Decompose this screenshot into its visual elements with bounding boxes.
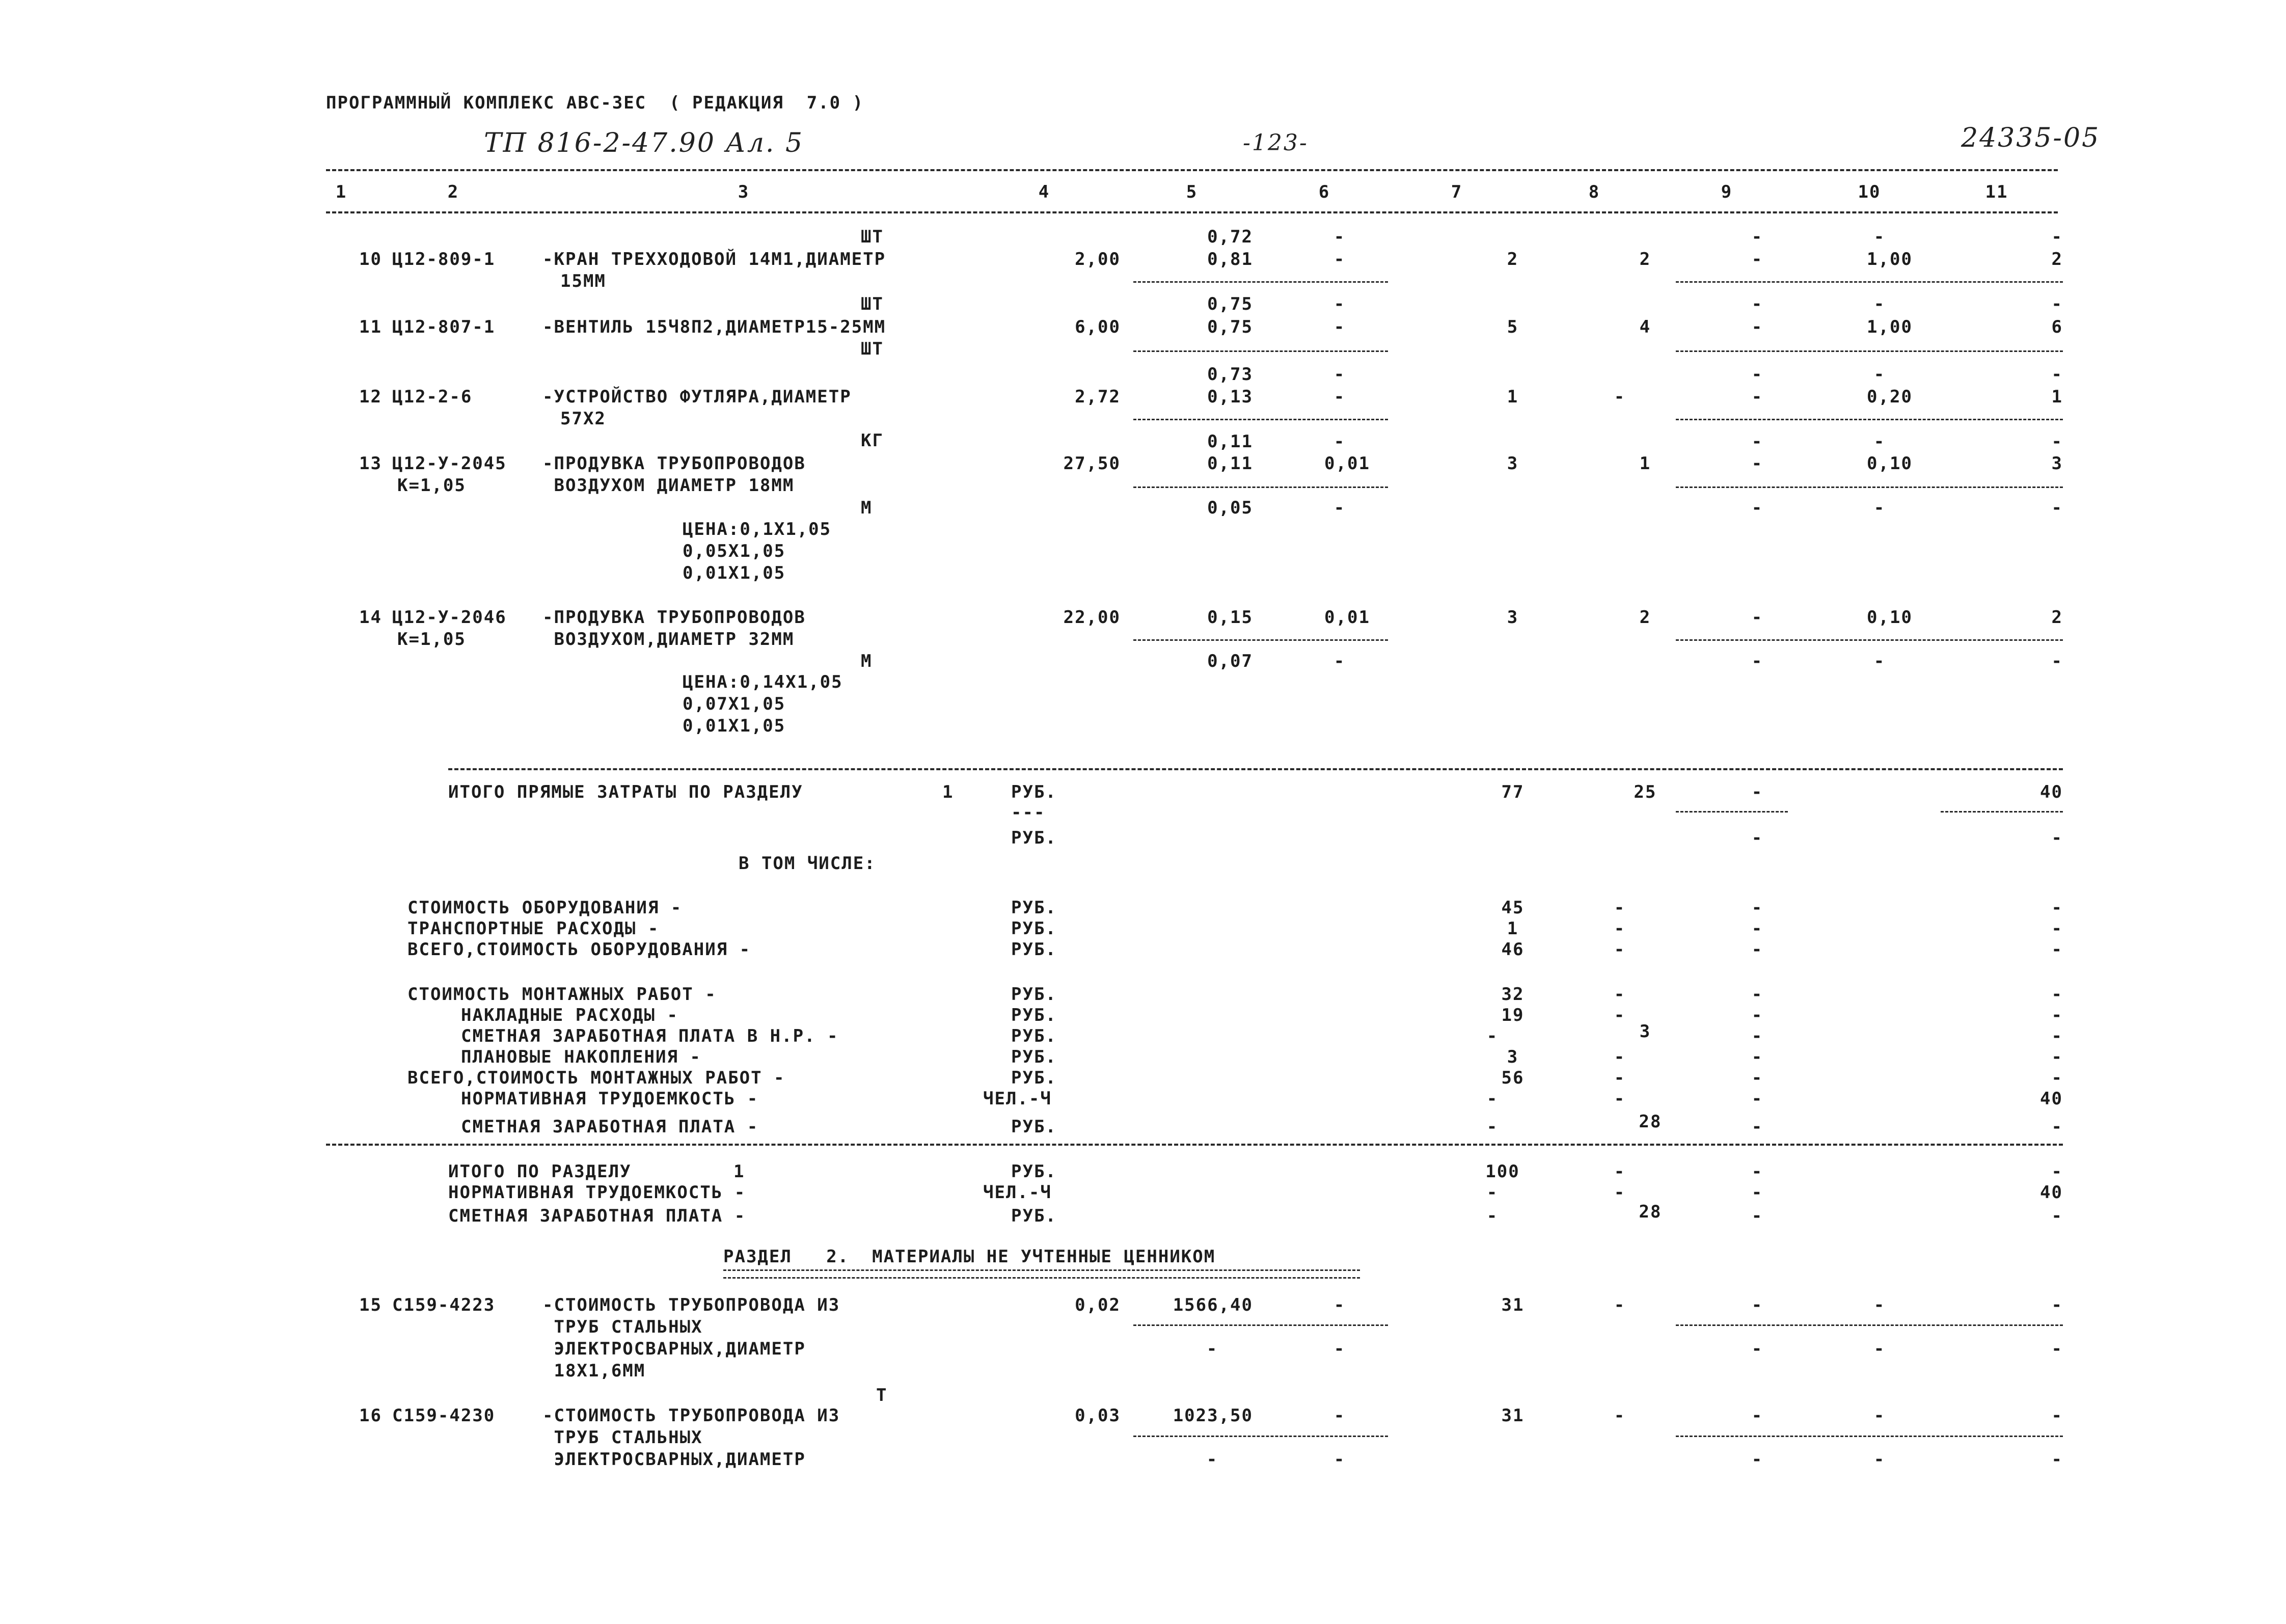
material-15-number: 15 [359, 1295, 382, 1315]
row-14-c11: 2 [2051, 607, 2063, 628]
section-total-c8: - [1614, 1182, 1626, 1203]
material-16-c9-bottom: - [1751, 1449, 1763, 1470]
breakdown-c9: - [1751, 1089, 1763, 1109]
breakdown-unit: РУБ. [1011, 1068, 1057, 1088]
row-11-c5: 0,75 [1207, 317, 1253, 337]
breakdown-c7: - [1486, 1117, 1499, 1137]
row-10-c6-top: - [1334, 227, 1346, 247]
row-11-c10-top: - [1873, 294, 1886, 314]
breakdown-label: СМЕТНАЯ ЗАРАБОТНАЯ ПЛАТА В Н.Р. - [461, 1026, 839, 1046]
row-13-desc-1: -ПРОДУВКА ТРУБОПРОВОДОВ [542, 453, 806, 474]
row-13-c5: 0,11 [1207, 453, 1253, 474]
breakdown-c8: - [1614, 918, 1626, 939]
row-12-sub-rule-b [1676, 419, 2063, 420]
breakdown-c11: - [2051, 984, 2063, 1005]
breakdown-label: ВСЕГО,СТОИМОСТЬ ОБОРУДОВАНИЯ - [407, 939, 751, 960]
breakdown-unit: РУБ. [1011, 1117, 1057, 1137]
row-10-qty: 2,00 [1075, 249, 1121, 269]
breakdown-unit: РУБ. [1011, 898, 1057, 918]
row-11-number: 11 [359, 317, 382, 337]
material-16-c10-bottom: - [1873, 1449, 1886, 1470]
column-number-1: 1 [335, 182, 347, 202]
row-12-c7: 1 [1507, 387, 1519, 407]
row-10-desc-1: -КРАН ТРЕХХОДОВОЙ 14М1,ДИАМЕТР [542, 249, 886, 269]
row-11-c11: 6 [2051, 317, 2063, 337]
breakdown-c8: - [1614, 984, 1626, 1005]
breakdown-c7: 1 [1507, 918, 1519, 939]
breakdown-c11: - [2051, 1117, 2063, 1137]
material-16-c9: - [1751, 1405, 1763, 1426]
material-15-c10: - [1873, 1295, 1886, 1315]
section-2-heading-underline [723, 1269, 1360, 1279]
material-15-c10-bottom: - [1873, 1339, 1886, 1359]
row-12-c9-top: - [1751, 364, 1763, 385]
row-10-c10: 1,00 [1867, 249, 1913, 269]
row-12-c11: 1 [2051, 387, 2063, 407]
row-13-c11: 3 [2051, 453, 2063, 474]
material-15-c5-bottom: - [1206, 1339, 1218, 1359]
program-header: ПРОГРАММНЫЙ КОМПЛЕКС АВС-ЗЕС ( РЕДАКЦИЯ 7.0 ) [326, 93, 864, 113]
section-total-unit: РУБ. [1011, 1206, 1057, 1226]
breakdown-c11: - [2051, 918, 2063, 939]
material-15-code: С159-4223 [392, 1295, 496, 1315]
breakdown-c9: - [1751, 1005, 1763, 1025]
row-13-number: 13 [359, 453, 382, 474]
row-14-c10-bottom: - [1873, 651, 1886, 671]
section-total-c9: - [1751, 1206, 1763, 1226]
material-15-sub-rule-a [1133, 1324, 1388, 1326]
totals-c11-2: - [2051, 828, 2063, 848]
row-12-c10: 0,20 [1867, 387, 1913, 407]
breakdown-c7: - [1486, 1089, 1499, 1109]
material-15-c6-bottom: - [1334, 1339, 1346, 1359]
breakdown-c7: 56 [1501, 1068, 1525, 1088]
row-11-c8: 4 [1639, 317, 1651, 337]
breakdown-c11: - [2051, 1068, 2063, 1088]
row-10-c6: - [1334, 249, 1346, 269]
row-12-c6-top: - [1334, 364, 1346, 385]
material-15-sub-rule-b [1676, 1324, 2063, 1326]
document-code: 24335-05 [1961, 123, 2101, 153]
totals-c11: 40 [2040, 782, 2063, 802]
row-12-sub-rule-a [1133, 419, 1388, 420]
material-16-c5-bottom: - [1206, 1449, 1218, 1470]
row-10-desc-2: 15ММ [560, 271, 606, 291]
row-11-sub-rule-a [1133, 350, 1388, 352]
material-16-desc-3: ЭЛЕКТРОСВАРНЫХ,ДИАМЕТР [542, 1449, 806, 1470]
row-10-code: Ц12-809-1 [392, 249, 496, 269]
row-12-desc-1: -УСТРОЙСТВО ФУТЛЯРА,ДИАМЕТР [542, 387, 852, 407]
breakdown-unit: РУБ. [1011, 1026, 1057, 1046]
section-total-unit: РУБ. [1011, 1161, 1057, 1182]
row-12-c9: - [1751, 387, 1763, 407]
row-14-code-coef: К=1,05 [397, 629, 466, 649]
header-rule-bottom [326, 211, 2058, 213]
row-14-desc-2: ВОЗДУХОМ,ДИАМЕТР 32ММ [542, 629, 795, 649]
totals-c9: - [1751, 782, 1763, 802]
row-12-desc-2: 57Х2 [560, 409, 606, 429]
row-11-desc-1: -ВЕНТИЛЬ 15Ч8П2,ДИАМЕТР15-25ММ [542, 317, 886, 337]
breakdown-unit: РУБ. [1011, 918, 1057, 939]
row-14-c8: 2 [1639, 607, 1651, 628]
totals-c7: 77 [1501, 782, 1525, 802]
section-total-c11: 40 [2040, 1182, 2063, 1203]
breakdown-c8: - [1614, 1005, 1626, 1025]
row-10-c5: 0,81 [1207, 249, 1253, 269]
breakdown-label: СТОИМОСТЬ ОБОРУДОВАНИЯ - [407, 898, 683, 918]
material-15-c7: 31 [1501, 1295, 1525, 1315]
row-13-qty: 27,50 [1063, 453, 1121, 474]
totals-title: ИТОГО ПРЯМЫЕ ЗАТРАТЫ ПО РАЗДЕЛУ [448, 782, 803, 802]
row-10-number: 10 [359, 249, 382, 269]
breakdown-c7: - [1486, 1026, 1499, 1046]
row-13-c8: 1 [1639, 453, 1651, 474]
row-14-price-note-3: 0,01Х1,05 [683, 716, 786, 736]
row-11-code: Ц12-807-1 [392, 317, 496, 337]
breakdown-c9: - [1751, 898, 1763, 918]
row-14-price-note-1: ЦЕНА:0,14Х1,05 [683, 672, 843, 692]
row-13-c10: 0,10 [1867, 453, 1913, 474]
material-16-c5: 1023,50 [1173, 1405, 1253, 1426]
row-14-number: 14 [359, 607, 382, 628]
row-10-unit: ШТ [861, 227, 884, 247]
breakdown-c11: 40 [2040, 1089, 2063, 1109]
row-11-unit-above: ШТ [861, 294, 884, 314]
column-number-9: 9 [1721, 182, 1733, 202]
row-12-number: 12 [359, 387, 382, 407]
column-number-2: 2 [447, 182, 459, 202]
row-13-price-note-3: 0,01Х1,05 [683, 563, 786, 583]
breakdown-c7: 45 [1501, 898, 1525, 918]
breakdown-label: СМЕТНАЯ ЗАРАБОТНАЯ ПЛАТА - [461, 1117, 759, 1137]
row-12-c5-top: 0,73 [1207, 364, 1253, 385]
row-14-sub-rule-b [1676, 639, 2063, 641]
section-total-c7: 100 [1485, 1161, 1520, 1182]
totals-unit-sub: --- [1011, 802, 1046, 823]
material-15-c11: - [2051, 1295, 2063, 1315]
column-number-10: 10 [1858, 182, 1881, 202]
section-total-c7: - [1486, 1182, 1499, 1203]
breakdown-c7: 46 [1501, 939, 1525, 960]
breakdown-c8: - [1614, 1089, 1626, 1109]
breakdown-label: НАКЛАДНЫЕ РАСХОДЫ - [461, 1005, 678, 1025]
breakdown-unit: РУБ. [1011, 984, 1057, 1005]
breakdown-c8: - [1614, 1068, 1626, 1088]
breakdown-unit: ЧЕЛ.-Ч [983, 1089, 1052, 1109]
row-10-c7: 2 [1507, 249, 1519, 269]
column-number-4: 4 [1038, 182, 1050, 202]
breakdown-label: СТОИМОСТЬ МОНТАЖНЫХ РАБОТ - [407, 984, 717, 1005]
material-15-c9-bottom: - [1751, 1339, 1763, 1359]
material-16-desc-2: ТРУБ СТАЛЬНЫХ [542, 1427, 703, 1448]
section-total-label: ИТОГО ПО РАЗДЕЛУ [448, 1161, 632, 1182]
totals-rule-top [448, 768, 2063, 770]
breakdown-unit: РУБ. [1011, 939, 1057, 960]
row-14-c9-bottom: - [1751, 651, 1763, 671]
material-16-c11: - [2051, 1405, 2063, 1426]
breakdown-c11: - [2051, 898, 2063, 918]
section-total-c8: - [1614, 1161, 1626, 1182]
column-number-8: 8 [1588, 182, 1600, 202]
material-16-c6-bottom: - [1334, 1449, 1346, 1470]
material-16-mark: Т [876, 1385, 888, 1405]
breakdown-c7: 32 [1501, 984, 1525, 1005]
row-14-c5: 0,15 [1207, 607, 1253, 628]
breakdown-c11: - [2051, 939, 2063, 960]
row-12-unit-below: КГ [861, 430, 884, 451]
row-13-c6-top: - [1334, 431, 1346, 452]
row-14-c6: 0,01 [1324, 607, 1370, 628]
row-14-qty: 22,00 [1063, 607, 1121, 628]
totals-unit-2: РУБ. [1011, 828, 1057, 848]
material-16-qty: 0,03 [1075, 1405, 1121, 1426]
breakdown-c8b: 28 [1639, 1112, 1662, 1132]
row-10-c5-top: 0,72 [1207, 227, 1253, 247]
totals-sub-rule-b [1941, 811, 2063, 813]
column-number-7: 7 [1451, 182, 1463, 202]
row-11-c6: - [1334, 317, 1346, 337]
material-15-c5: 1566,40 [1173, 1295, 1253, 1315]
row-12-c11-top: - [2051, 364, 2063, 385]
breakdown-unit: РУБ. [1011, 1005, 1057, 1025]
row-10-c9: - [1751, 249, 1763, 269]
row-13-price-note-1: ЦЕНА:0,1Х1,05 [683, 519, 832, 539]
row-10-c9-top: - [1751, 227, 1763, 247]
row-14-code: Ц12-У-2046 [392, 607, 507, 628]
row-13-c6-bottom: - [1334, 498, 1346, 518]
row-14-sub-rule-a [1133, 639, 1388, 641]
row-13-c6: 0,01 [1324, 453, 1370, 474]
material-16-c11-bottom: - [2051, 1449, 2063, 1470]
document-reference: ТП 816-2-47.90 Ал. 5 [484, 128, 804, 158]
breakdown-c7: 3 [1507, 1047, 1519, 1067]
row-13-c7: 3 [1507, 453, 1519, 474]
row-13-c9-top: - [1751, 431, 1763, 452]
row-13-c5-bottom: 0,05 [1207, 498, 1253, 518]
header-rule-top [326, 169, 2058, 171]
row-13-sub-rule-b [1676, 486, 2063, 488]
breakdown-label: ВСЕГО,СТОИМОСТЬ МОНТАЖНЫХ РАБОТ - [407, 1068, 785, 1088]
row-13-c9-bottom: - [1751, 498, 1763, 518]
breakdown-c9: - [1751, 939, 1763, 960]
row-11-c5-top: 0,75 [1207, 294, 1253, 314]
row-14-price-note-2: 0,07Х1,05 [683, 694, 786, 714]
row-13-c10-top: - [1873, 431, 1886, 452]
row-11-c7: 5 [1507, 317, 1519, 337]
material-16-code: С159-4230 [392, 1405, 496, 1426]
breakdown-c8: - [1614, 939, 1626, 960]
material-15-desc-3: ЭЛЕКТРОСВАРНЫХ,ДИАМЕТР [542, 1339, 806, 1359]
breakdown-c8b: 3 [1639, 1021, 1651, 1042]
breakdown-c9: - [1751, 1026, 1763, 1046]
row-13-c9: - [1751, 453, 1763, 474]
row-13-desc-2: ВОЗДУХОМ ДИАМЕТР 18ММ [542, 475, 795, 496]
row-12-qty: 2,72 [1075, 387, 1121, 407]
material-15-desc-1: -СТОИМОСТЬ ТРУБОПРОВОДА ИЗ [542, 1295, 840, 1315]
material-15-desc-4: 18Х1,6ММ [542, 1361, 646, 1381]
section-total-label: НОРМАТИВНАЯ ТРУДОЕМКОСТЬ - [448, 1182, 746, 1203]
totals-c9-2: - [1751, 828, 1763, 848]
row-14-c11-bottom: - [2051, 651, 2063, 671]
row-12-c8: - [1614, 387, 1626, 407]
row-14-c10: 0,10 [1867, 607, 1913, 628]
breakdown-c11: - [2051, 1005, 2063, 1025]
section-total-unit: ЧЕЛ.-Ч [983, 1182, 1052, 1203]
material-16-desc-1: -СТОИМОСТЬ ТРУБОПРОВОДА ИЗ [542, 1405, 840, 1426]
column-number-3: 3 [738, 182, 750, 202]
row-13-c11-bottom: - [2051, 498, 2063, 518]
totals-sub-rule-a [1676, 811, 1788, 813]
totals-c8: 25 [1634, 782, 1657, 802]
material-15-c6: - [1334, 1295, 1346, 1315]
row-13-unit-below: М [861, 498, 873, 518]
breakdown-label: ТРАНСПОРТНЫЕ РАСХОДЫ - [407, 918, 660, 939]
section-total-c8b: 28 [1639, 1202, 1662, 1222]
material-16-number: 16 [359, 1405, 382, 1426]
column-number-6: 6 [1318, 182, 1330, 202]
totals-section: 1 [942, 782, 954, 802]
row-10-sub-rule-a [1133, 281, 1388, 283]
row-14-c5-bottom: 0,07 [1207, 651, 1253, 671]
row-11-c6-top: - [1334, 294, 1346, 314]
material-16-c8: - [1614, 1405, 1626, 1426]
section-total-label: СМЕТНАЯ ЗАРАБОТНАЯ ПЛАТА - [448, 1206, 746, 1226]
breakdown-c9: - [1751, 918, 1763, 939]
breakdown-c11: - [2051, 1047, 2063, 1067]
breakdown-c9: - [1751, 1068, 1763, 1088]
row-13-sub-rule-a [1133, 486, 1388, 488]
material-15-c9: - [1751, 1295, 1763, 1315]
section-total-c9: - [1751, 1182, 1763, 1203]
breakdown-c9: - [1751, 984, 1763, 1005]
row-14-desc-1: -ПРОДУВКА ТРУБОПРОВОДОВ [542, 607, 806, 628]
row-12-code: Ц12-2-6 [392, 387, 473, 407]
section-total-c11: - [2051, 1161, 2063, 1182]
row-11-qty: 6,00 [1075, 317, 1121, 337]
section-total-number: 1 [733, 1161, 745, 1182]
material-16-c10: - [1873, 1405, 1886, 1426]
row-13-c5-top: 0,11 [1207, 431, 1253, 452]
material-16-sub-rule-a [1133, 1436, 1388, 1437]
row-13-price-note-2: 0,05Х1,05 [683, 541, 786, 561]
row-14-unit-below: М [861, 651, 873, 671]
breakdown-c11: - [2051, 1026, 2063, 1046]
row-12-c6: - [1334, 387, 1346, 407]
column-number-11: 11 [1985, 182, 2008, 202]
row-14-c6-bottom: - [1334, 651, 1346, 671]
section-total-c9: - [1751, 1161, 1763, 1182]
row-13-c10-bottom: - [1873, 498, 1886, 518]
breakdown-c9: - [1751, 1117, 1763, 1137]
row-11-c11-top: - [2051, 294, 2063, 314]
breakdown-label: НОРМАТИВНАЯ ТРУДОЕМКОСТЬ - [461, 1089, 759, 1109]
breakdown-label: ПЛАНОВЫЕ НАКОПЛЕНИЯ - [461, 1047, 701, 1067]
row-13-c11-top: - [2051, 431, 2063, 452]
page-number: -123- [1243, 130, 1309, 156]
section-total-c11: - [2051, 1206, 2063, 1226]
material-15-qty: 0,02 [1075, 1295, 1121, 1315]
breakdown-c8: - [1614, 1047, 1626, 1067]
breakdown-rule-bottom [326, 1144, 2063, 1146]
column-number-5: 5 [1186, 182, 1198, 202]
row-12-c10-top: - [1873, 364, 1886, 385]
section-total-c7: - [1486, 1206, 1499, 1226]
row-11-unit-below: ШТ [861, 339, 884, 359]
row-11-c9: - [1751, 317, 1763, 337]
row-12-c5: 0,13 [1207, 387, 1253, 407]
breakdown-c7: 19 [1501, 1005, 1525, 1025]
material-16-sub-rule-b [1676, 1436, 2063, 1437]
row-10-c10-top: - [1873, 227, 1886, 247]
row-10-c11: 2 [2051, 249, 2063, 269]
material-15-c8: - [1614, 1295, 1626, 1315]
row-10-sub-rule-b [1676, 281, 2063, 283]
material-15-c11-bottom: - [2051, 1339, 2063, 1359]
row-11-sub-rule-b [1676, 350, 2063, 352]
breakdown-c8: - [1614, 898, 1626, 918]
row-10-c8: 2 [1639, 249, 1651, 269]
totals-unit: РУБ. [1011, 782, 1057, 802]
breakdown-unit: РУБ. [1011, 1047, 1057, 1067]
row-11-c9-top: - [1751, 294, 1763, 314]
section-2-heading: РАЗДЕЛ 2. МАТЕРИАЛЫ НЕ УЧТЕННЫЕ ЦЕННИКОМ [723, 1247, 1216, 1267]
material-15-desc-2: ТРУБ СТАЛЬНЫХ [542, 1317, 703, 1337]
in-that-label: В ТОМ ЧИСЛЕ: [739, 853, 876, 874]
row-11-c10: 1,00 [1867, 317, 1913, 337]
breakdown-c9: - [1751, 1047, 1763, 1067]
row-14-c9: - [1751, 607, 1763, 628]
row-13-code-coef: К=1,05 [397, 475, 466, 496]
row-14-c7: 3 [1507, 607, 1519, 628]
row-10-c11-top: - [2051, 227, 2063, 247]
material-16-c7: 31 [1501, 1405, 1525, 1426]
material-16-c6: - [1334, 1405, 1346, 1426]
row-13-code: Ц12-У-2045 [392, 453, 507, 474]
